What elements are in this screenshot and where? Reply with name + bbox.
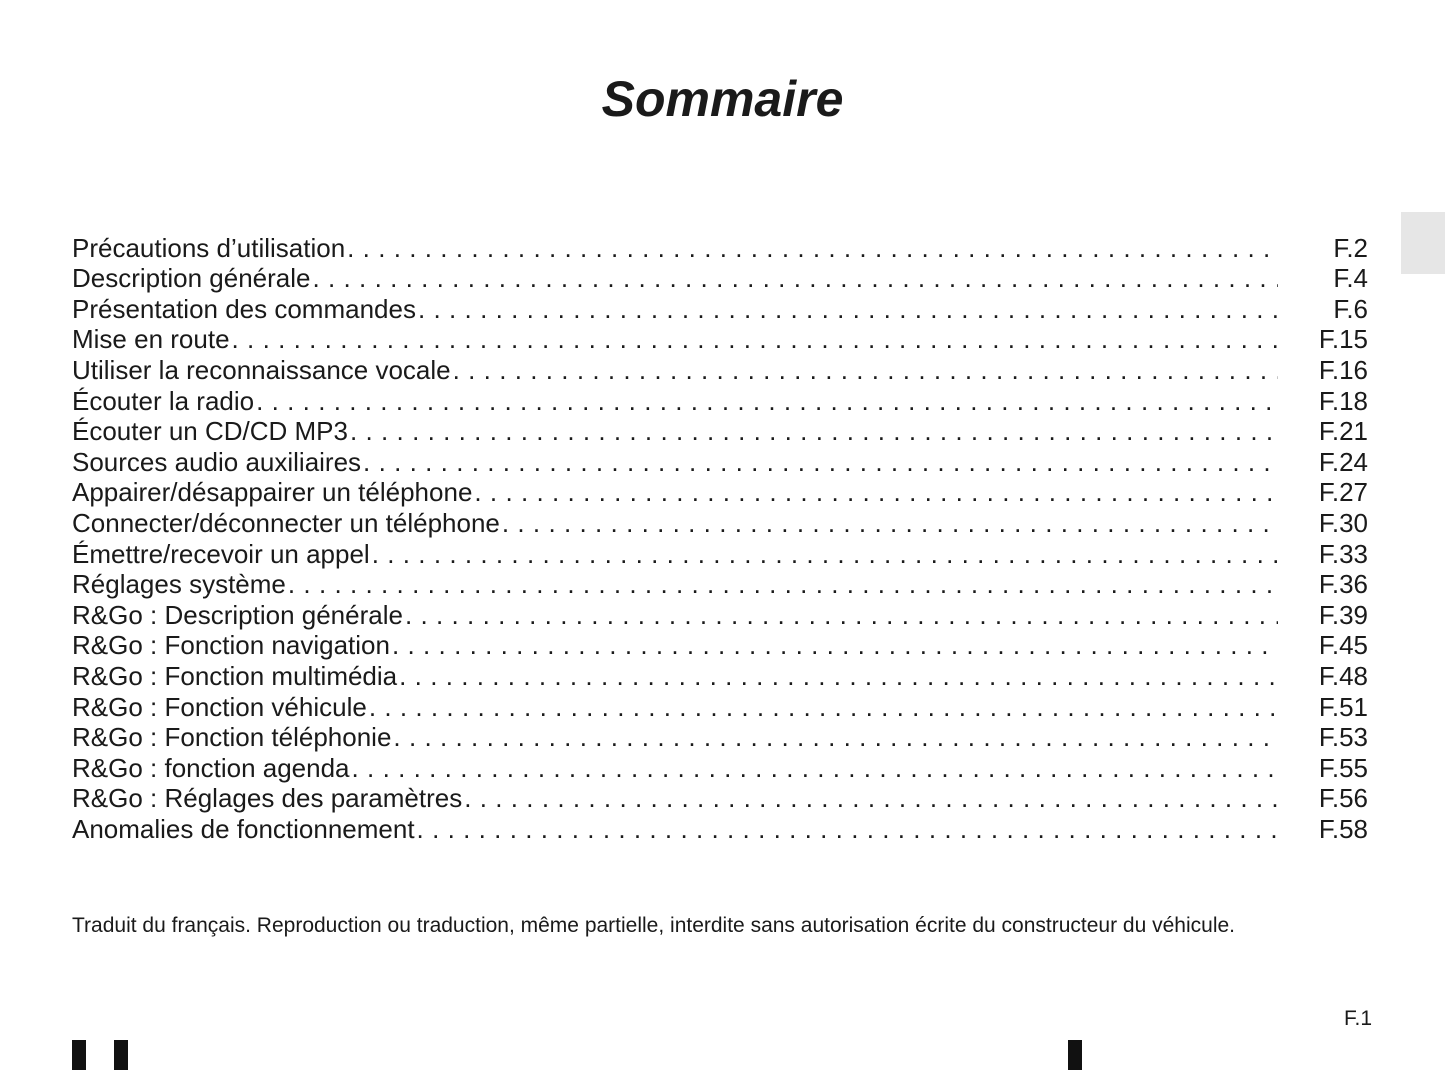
toc-entry[interactable] [72, 538, 1368, 569]
page-number: F.1 [1343, 1007, 1372, 1030]
dot-leader [399, 661, 1278, 691]
dot-leader [256, 386, 1278, 416]
toc-entry-title: R&Go : Réglages des paramètres [72, 783, 463, 814]
toc-entry-page: F.16 [1318, 354, 1368, 385]
toc-entry-page: F.39 [1318, 599, 1368, 630]
dot-leader [418, 294, 1278, 324]
dot-leader [502, 508, 1278, 538]
toc-entry[interactable] [72, 232, 1368, 263]
toc-entry-page: F.4 [1333, 263, 1368, 294]
toc-entry[interactable] [72, 752, 1368, 783]
dot-leader [312, 263, 1278, 293]
toc-entry-title: R&Go : Fonction navigation [72, 630, 390, 661]
toc-entry-title: R&Go : Fonction multimédia [72, 660, 398, 691]
toc-entry-title: Appairer/désappairer un téléphone [72, 477, 473, 508]
dot-leader [474, 477, 1278, 507]
toc-entry[interactable] [72, 354, 1368, 385]
toc-entry-title: Sources audio auxiliaires [72, 446, 362, 477]
toc-entry[interactable] [72, 630, 1368, 661]
toc-entry[interactable] [72, 385, 1368, 416]
toc-entry-page: F.6 [1333, 293, 1368, 324]
toc-entry-page: F.24 [1318, 446, 1368, 477]
toc-entry-page: F.51 [1318, 691, 1368, 722]
dot-leader [232, 324, 1278, 354]
dot-leader [405, 600, 1278, 630]
toc-entry[interactable] [72, 722, 1368, 753]
page-title: Sommaire [601, 71, 844, 127]
toc-entry-page: F.58 [1318, 813, 1368, 844]
toc-entry[interactable] [72, 416, 1368, 447]
toc-entry-title: Précautions d’utilisation [72, 232, 346, 263]
toc-entry[interactable] [72, 324, 1368, 355]
toc-entry-title: R&Go : Description générale [72, 599, 403, 630]
toc-entry-page: F.45 [1318, 630, 1368, 661]
toc-entry-title: Présentation des commandes [72, 293, 416, 324]
toc-entry[interactable] [72, 783, 1368, 814]
dot-leader [369, 692, 1278, 722]
toc-entry-title: Description générale [72, 263, 311, 294]
dot-leader [392, 630, 1278, 660]
toc-entry-page: F.21 [1318, 416, 1368, 447]
dot-leader [363, 447, 1278, 477]
toc-entry-title: Émettre/recevoir un appel [72, 538, 370, 569]
toc-entry-page: F.36 [1318, 569, 1368, 600]
toc-entry-page: F.53 [1318, 722, 1368, 753]
print-registration-mark [1068, 1040, 1082, 1070]
toc-entry-page: F.15 [1318, 324, 1368, 355]
toc-entry-page: F.33 [1318, 538, 1368, 569]
toc-entry-title: R&Go : Fonction téléphonie [72, 722, 392, 753]
toc-entry[interactable] [72, 477, 1368, 508]
toc-entry-page: F.27 [1318, 477, 1368, 508]
toc-entry-title: Utiliser la reconnaissance vocale [72, 354, 451, 385]
table-of-contents [72, 232, 1368, 844]
dot-leader [288, 569, 1278, 599]
dot-leader [417, 814, 1278, 844]
toc-entry-title: R&Go : Fonction véhicule [72, 691, 367, 722]
toc-entry-page: F.30 [1318, 507, 1368, 538]
dot-leader [350, 416, 1278, 446]
toc-entry[interactable] [72, 446, 1368, 477]
print-registration-mark [114, 1040, 128, 1070]
toc-entry[interactable] [72, 813, 1368, 844]
toc-entry-title: Mise en route [72, 324, 230, 355]
toc-entry-page: F.2 [1333, 232, 1368, 263]
toc-entry[interactable] [72, 569, 1368, 600]
toc-entry-title: Écouter un CD/CD MP3 [72, 416, 348, 447]
toc-entry-title: Connecter/déconnecter un téléphone [72, 507, 500, 538]
toc-entry[interactable] [72, 691, 1368, 722]
toc-entry[interactable] [72, 507, 1368, 538]
copyright-notice: Traduit du français. Reproduction ou traduction, même partielle, interdite sans autorisation écrite du constructeur du véhicule. [72, 914, 1236, 937]
toc-entry[interactable] [72, 293, 1368, 324]
toc-entry-title: Écouter la radio [72, 385, 255, 416]
toc-entry[interactable] [72, 599, 1368, 630]
dot-leader [372, 539, 1278, 569]
dot-leader [352, 753, 1278, 783]
toc-entry[interactable] [72, 660, 1368, 691]
dot-leader [464, 783, 1278, 813]
toc-entry-title: Anomalies de fonctionnement [72, 813, 415, 844]
toc-entry-page: F.55 [1318, 752, 1368, 783]
print-registration-mark [72, 1040, 86, 1070]
toc-entry-title: Réglages système [72, 569, 286, 600]
dot-leader [347, 233, 1278, 263]
toc-entry-title: R&Go : fonction agenda [72, 752, 350, 783]
toc-entry-page: F.48 [1318, 660, 1368, 691]
section-tab-marker [1401, 212, 1445, 274]
toc-entry[interactable] [72, 263, 1368, 294]
dot-leader [393, 722, 1278, 752]
toc-entry-page: F.56 [1318, 783, 1368, 814]
dot-leader [453, 355, 1278, 385]
toc-entry-page: F.18 [1318, 385, 1368, 416]
